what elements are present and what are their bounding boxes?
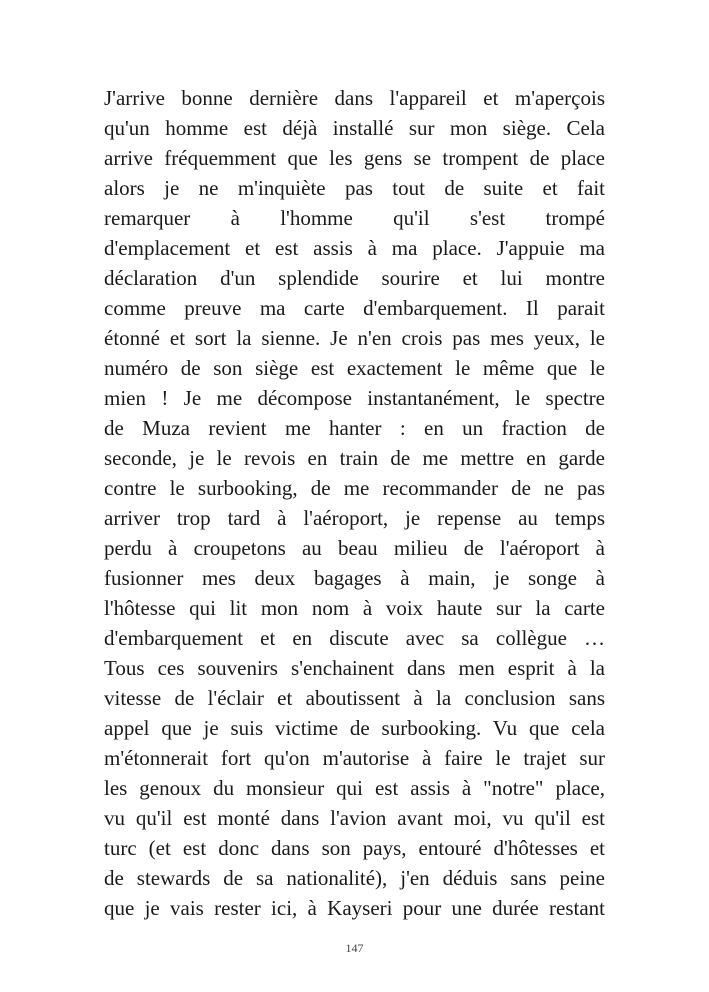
text-line: arrive fréquemment que les gens se trompent de place — [104, 146, 605, 170]
text-line: que je vais rester ici, à Kayseri pour une durée restant — [104, 896, 605, 920]
text-line: fusionner mes deux bagages à main, je songe à — [104, 566, 605, 590]
text-line: comme preuve ma carte d'embarquement. Il parait — [104, 296, 605, 320]
text-line: alors je ne m'inquiète pas tout de suite et fait — [104, 176, 605, 200]
text-line: déclaration d'un splendide sourire et lui montre — [104, 266, 605, 290]
text-line: turc (et est donc dans son pays, entouré d'hôtesses et — [104, 836, 605, 860]
text-line: qu'un homme est déjà installé sur mon siège. Cela — [104, 116, 605, 140]
text-line: d'emplacement et est assis à ma place. J'appuie ma — [104, 236, 605, 260]
text-line: les genoux du monsieur qui est assis à "notre" place, — [104, 776, 605, 800]
text-line: l'hôtesse qui lit mon nom à voix haute sur la carte — [104, 596, 605, 620]
text-line: perdu à croupetons au beau milieu de l'aéroport à — [104, 536, 605, 560]
text-line: vu qu'il est monté dans l'avion avant moi, vu qu'il est — [104, 806, 605, 830]
text-line: mien ! Je me décompose instantanément, le spectre — [104, 386, 605, 410]
text-line: de Muza revient me hanter : en un fraction de — [104, 416, 605, 440]
text-line: numéro de son siège est exactement le même que le — [104, 356, 605, 380]
body-paragraph — [104, 83, 605, 923]
text-line: de stewards de sa nationalité), j'en déduis sans peine — [104, 866, 605, 890]
page-number: 147 — [345, 941, 364, 955]
text-line: m'étonnerait fort qu'on m'autorise à faire le trajet sur — [104, 746, 605, 770]
text-line: contre le surbooking, de me recommander de ne pas — [104, 476, 605, 500]
text-line: seconde, je le revois en train de me mettre en garde — [104, 446, 605, 470]
text-line: vitesse de l'éclair et aboutissent à la conclusion sans — [104, 686, 605, 710]
text-line: appel que je suis victime de surbooking. Vu que cela — [104, 716, 605, 740]
text-line: étonné et sort la sienne. Je n'en crois pas mes yeux, le — [104, 326, 605, 350]
text-line: Tous ces souvenirs s'enchainent dans men esprit à la — [104, 656, 605, 680]
text-line: d'embarquement et en discute avec sa collègue … — [104, 626, 605, 650]
text-line: J'arrive bonne dernière dans l'appareil et m'aperçois — [104, 86, 605, 110]
text-line: remarquer à l'homme qu'il s'est trompé — [104, 206, 605, 230]
text-line: arriver trop tard à l'aéroport, je repense au temps — [104, 506, 605, 530]
